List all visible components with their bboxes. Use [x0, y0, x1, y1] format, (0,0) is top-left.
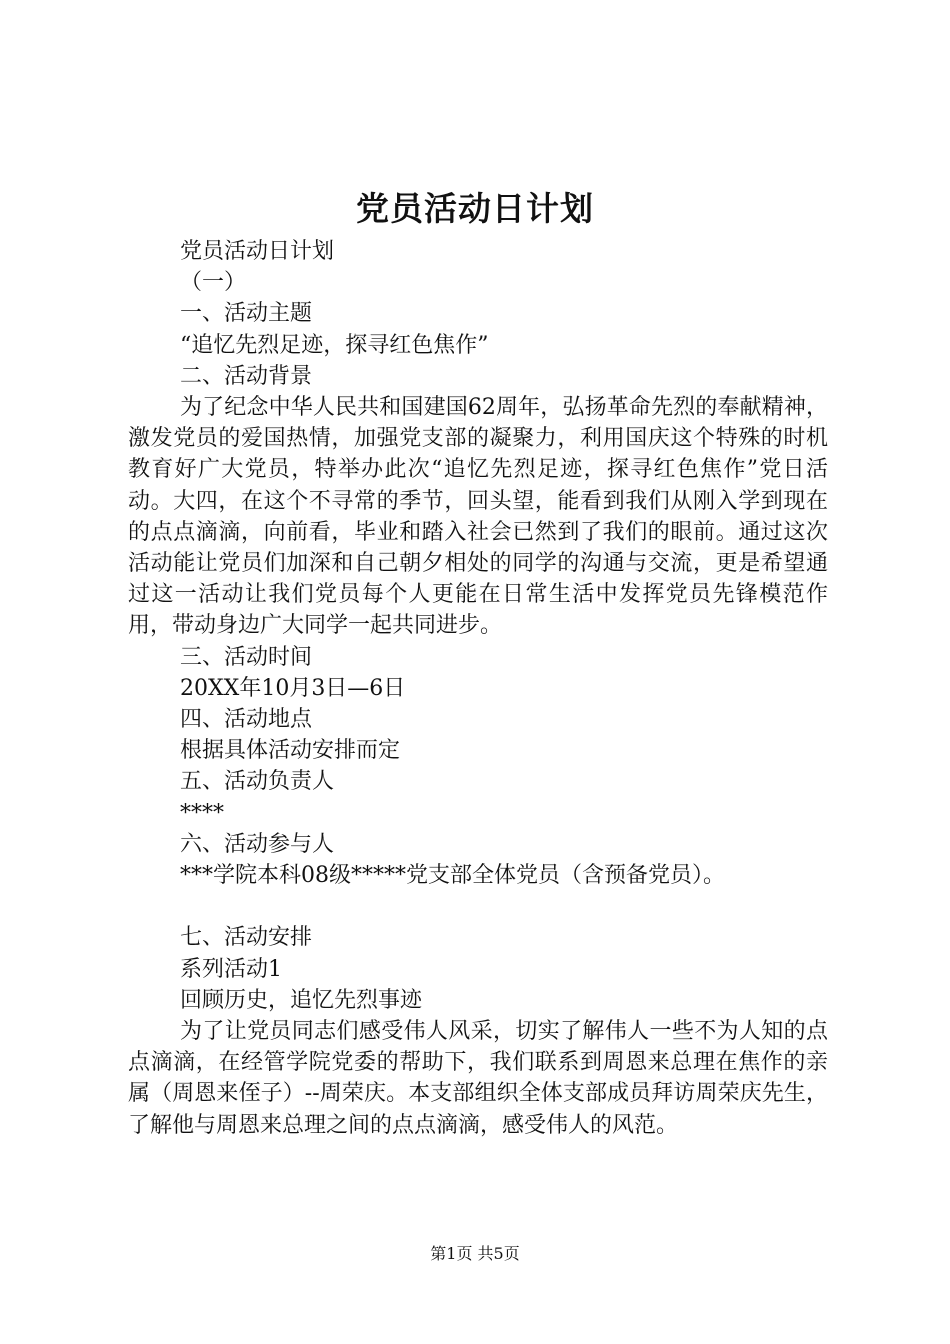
location-text: 根据具体活动安排而定	[180, 738, 401, 764]
document-title: 党员活动日计划	[356, 189, 594, 228]
series-activity-label: 系列活动1	[180, 956, 282, 982]
background-paragraph: 为了纪念中华人民共和国建国62周年，弘扬革命先烈的奉献精神，激发党员的爱国热情，加强党支部的凝聚力，利用国庆这个特殊的时机教育好广大党员，特举办此次“追忆先烈足迹，探寻红色焦作”党日活动。大四，在这个不寻常的季节，回头望，能看到我们从刚入学到现在的点点滴滴，向前看，毕业和踏入社会已然到了我们的眼前。通过这次活动能让党员们加深和自己朝夕相处的同学的沟通与交流，更是希望通过这一活动让我们党员每个人更能在日常生活中发挥党员先锋模范作用，带动身边广大同学一起共同进步。	[128, 395, 828, 639]
document-body	[128, 236, 828, 1141]
subtitle-line: 党员活动日计划	[180, 239, 335, 264]
participants-text: ***学院本科08级*****党支部全体党员（含预备党员）。	[180, 863, 725, 889]
page-footer: 第1页 共5页	[430, 1244, 520, 1263]
series-activity-title: 回顾历史，追忆先烈事迹	[180, 987, 423, 1013]
heading-leader: 五、活动负责人	[180, 769, 335, 795]
arrangement-paragraph: 为了让党员同志们感受伟人风采，切实了解伟人一些不为人知的点点滴滴，在经管学院党委的帮助下，我们联系到周恩来总理在焦作的亲属（周恩来侄子）--周荣庆。本支部组织全体支部成员拜访周荣庆先生，了解他与周恩来总理之间的点点滴滴，感受伟人的风范。	[128, 1019, 828, 1138]
heading-location: 四、活动地点	[180, 707, 313, 733]
heading-arrangement: 七、活动安排	[180, 925, 313, 951]
theme-text: “追忆先烈足迹，探寻红色焦作”	[180, 332, 489, 358]
section-number: （一）	[180, 270, 247, 296]
leader-text: ****	[180, 800, 224, 826]
blank-line	[128, 891, 828, 922]
heading-time: 三、活动时间	[180, 644, 313, 670]
heading-participants: 六、活动参与人	[180, 831, 335, 857]
heading-theme: 一、活动主题	[180, 301, 313, 327]
heading-background: 二、活动背景	[180, 363, 313, 389]
time-text: 20XX年10月3日—6日	[180, 675, 406, 701]
